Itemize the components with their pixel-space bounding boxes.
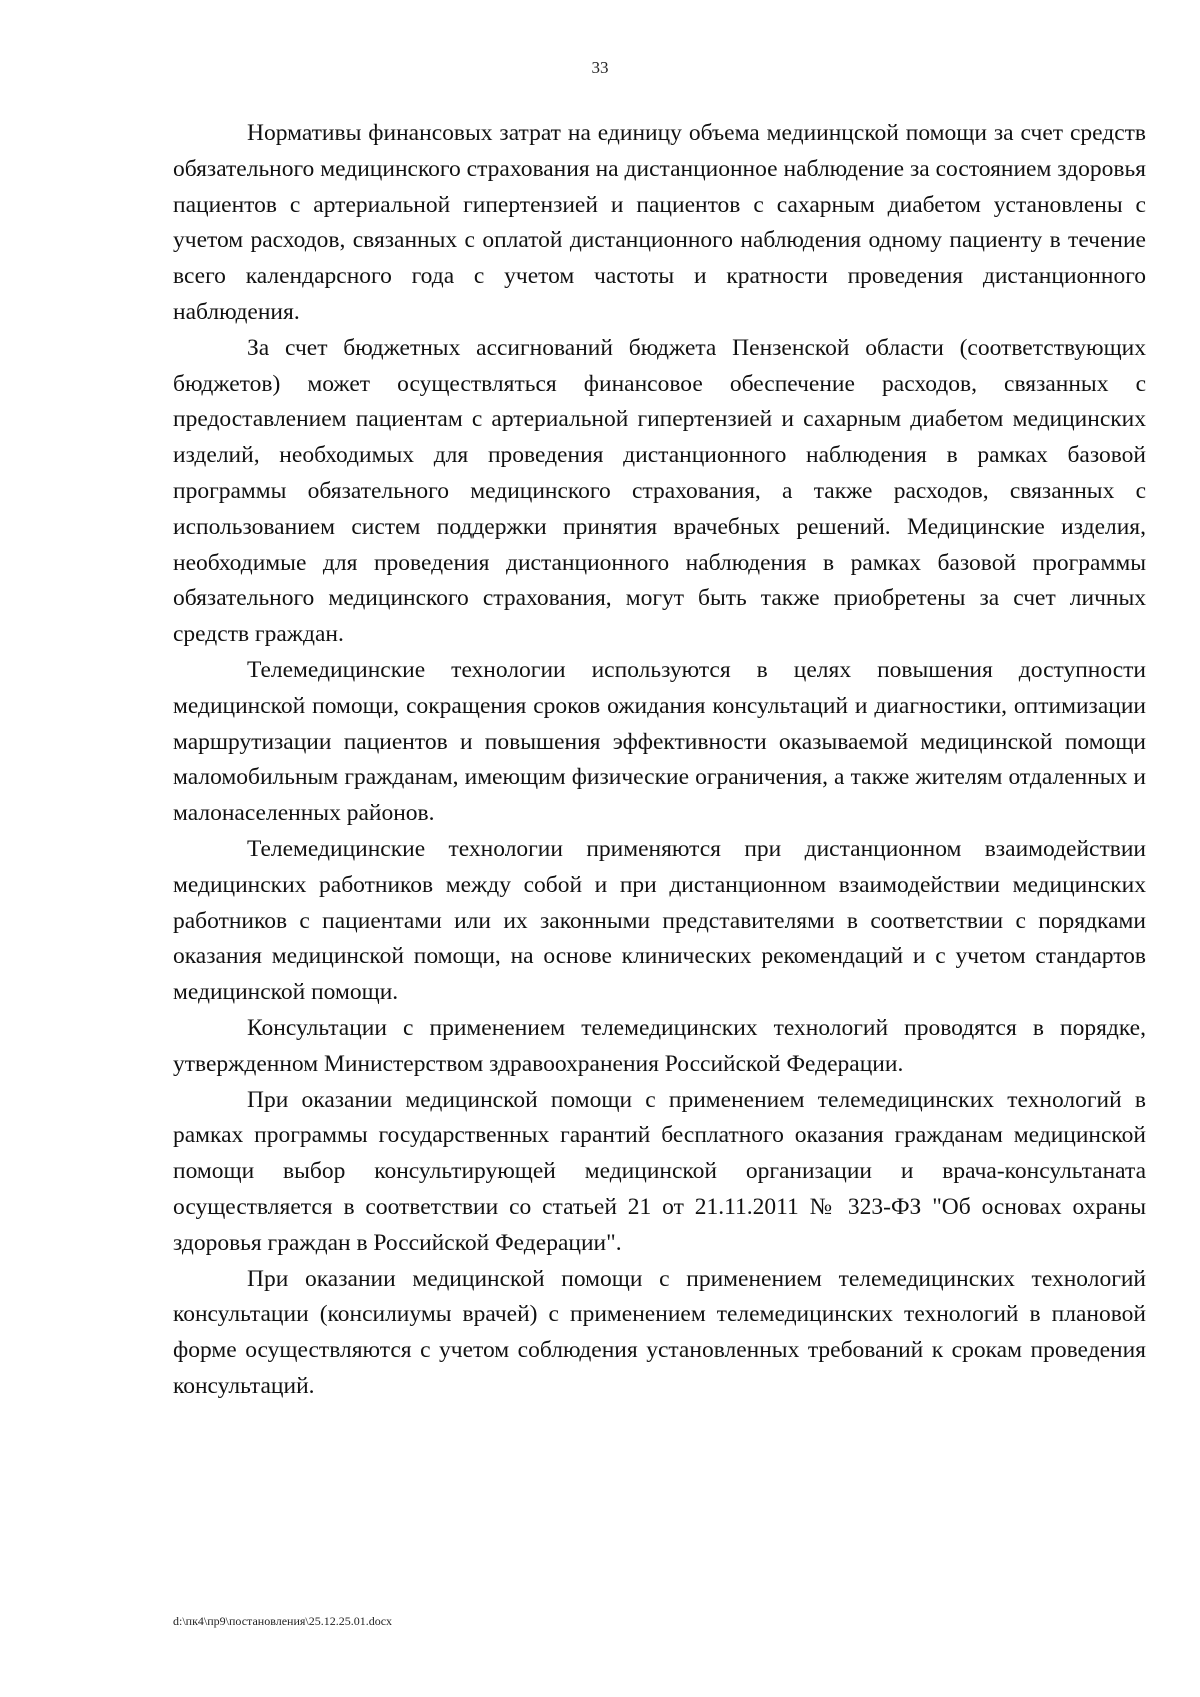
paragraph-1: Нормативы финансовых затрат на единицу объема медиинцской помощи за счет средств обязательного медицинского страхования на дистанционное наблюдение за состоянием здоровья пациентов с артериальной гипертензией и пациентов с сахарным диабетом установлены с учетом расходов, связанных с оплатой дистанционного наблюдения одному пациенту в течение всего календарсного года с учетом частоты и кратности проведения дистанционного наблюдения. [173, 120, 1146, 325]
paragraph-4: Телемедицинские технологии применяются при дистанционном взаимодействии медицинских работников между собой и при дистанционном взаимодействии медицинских работников с пациентами или их законными представителями в соответствии с порядками оказания медицинской помощи, на основе клинических рекомендаций и с учетом стандартов медицинской помощи. [173, 835, 1146, 1006]
page-number: 33 [591, 58, 609, 77]
paragraph-6: При оказании медицинской помощи с применением телемедицинских технологий в рамках программы государственных гарантий бесплатного оказания гражданам медицинской помощи выбор консультирующей медицинской организации и врача-консультаната осуществляется в соответствии со статьей 21 от 21.11.2011 № 323-ФЗ "Об основах охраны здоровья граждан в Российской Федерации". [173, 1086, 1146, 1256]
paragraph-3: Телемедицинские технологии используются в целях повышения доступности медицинской помощи, сокращения сроков ожидания консультаций и диагностики, оптимизации маршрутизации пациентов и повышения эффективности оказываемой медицинской помощи маломобильным гражданам, имеющим физические ограничения, а также жителям отдаленных и малонаселенных районов. [173, 656, 1146, 827]
document-file-path: d:\пк4\пр9\постановления\25.12.25.01.docx [173, 1614, 393, 1628]
document-body [173, 116, 1146, 1405]
paragraph-7: При оказании медицинской помощи с применением телемедицинских технологий консультации (консилиумы врачей) с применением телемедицинских технологий в плановой форме осуществляются с учетом соблюдения установленных требований к срокам проведения консультаций. [173, 1265, 1146, 1399]
paragraph-2: За счет бюджетных ассигнований бюджета Пензенской области (соответствующих бюджетов) может осуществляться финансовое обеспечение расходов, связанных с предоставлением пациентам с артериальной гипертензией и сахарным диабетом медицинских изделий, необходимых для проведения дистанционного наблюдения в рамках базовой программы обязательного медицинского страхования, а также расходов, связанных с использованием систем поддержки принятия врачебных решений. Медицинские изделия, необходимые для проведения дистанционного наблюдения в рамках базовой программы обязательного медицинского страхования, могут быть также приобретены за счет личных средств граждан. [173, 334, 1146, 648]
paragraph-5: Консультации с применением телемедицинских технологий проводятся в порядке, утвержденном Министерством здравоохранения Российской Федерации. [173, 1014, 1146, 1077]
